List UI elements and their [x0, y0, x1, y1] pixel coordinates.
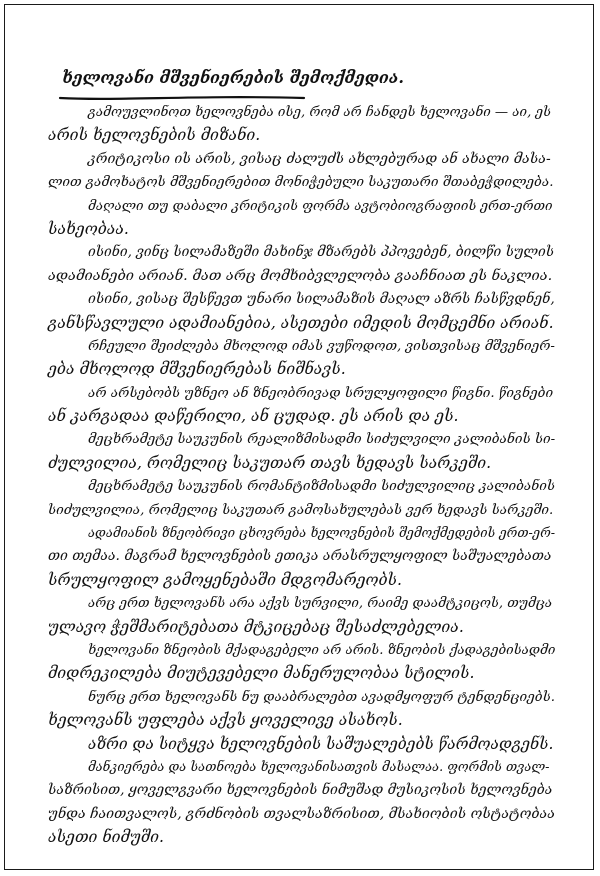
text-line: არ არსებობს უზნეო ან ზნეობრივად სრულყოფილი წიგნი. წიგნები — [88, 385, 554, 401]
text-line: არის ხელოვნების მიზანი. — [48, 126, 261, 145]
text-line: მეცხრამეტე საუკუნის რეალიზმისადმი სიძულვილი კალიბანის სი- — [88, 432, 556, 448]
text-line: ხელოვანი ზნეობის მქადაგებელი არ არის. ზნეობის ქადაგებისადმი — [88, 642, 556, 658]
text-line: ძულვილია, რომელიც საკუთარ თავს ხედავს სარკეში. — [48, 453, 492, 472]
text-line: უნდა ჩაითვალოს, გრძნობის თვალსაზრისით, მსახიობის ოსტატობაა — [48, 805, 555, 822]
text-line: არც ერთ ხელოვანს არა აქვს სურვილი, რაიმე დაამტკიცოს, თუმცა — [88, 596, 553, 612]
text-line: ადამიანები არიან. მათ არც მომხიბვლელობა გააჩნიათ ეს ნაკლია. — [48, 267, 553, 284]
text-line: ან კარგადაა დაწერილი, ან ცუდად. ეს არის და ეს. — [48, 407, 459, 426]
text-line: ხელოვანს უფლება აქვს ყოველივე ასახოს. — [48, 711, 403, 730]
document-body — [48, 101, 556, 850]
text-line: აზრი და სიტყვა ხელოვნების საშუალებებს წარმოადგენს. — [88, 734, 554, 753]
text-line: მეცხრამეტე საუკუნის რომანტიზმისადმი სიძულვილიც კალიბანის — [88, 479, 556, 495]
text-line: სახეობაა. — [48, 219, 129, 238]
text-line: საზრისით, ყოველგვარი ხელოვნების ნიმუშად მუსიკოსის ხელოვნება — [48, 782, 553, 799]
document-title: ხელოვანი მშვენიერების შემოქმედია. — [62, 68, 404, 87]
text-line: კრიტიკოსი ის არის, ვისაც ძალუძს ახლებურად ან ახალი მასა- — [88, 150, 551, 167]
text-line: ნურც ერთ ხელოვანს ნუ დააბრალებთ ავადმყოფურ ტენდენციებს. — [88, 689, 555, 705]
text-line: მაღალი თუ დაბალი კრიტიკის ფორმა ავტობიოგრაფიის ერთ-ერთი — [88, 198, 553, 214]
text-line: ისინი, ვისაც შესწევთ უნარი სილამაზის მაღალ აზრს ჩასწვდნენ, — [88, 291, 555, 308]
text-line: ადამიანის ზნეობრივი ცხოვრება ხელოვნების შემოქმედების ერთ-ერ- — [88, 526, 556, 542]
text-line: თი თემაა. მაგრამ ხელოვნების ეთიკა არასრულყოფილ საშუალებათა — [48, 548, 552, 565]
text-line: რჩეული შეიძლება მხოლოდ იმას ვუწოდოთ, ვისთვისაც მშვენიერ- — [88, 338, 555, 354]
text-line: ლით გამოხატოს მშვენიერებით მონიჭებული საკუთარი შთაბეჭდილება. — [48, 175, 554, 191]
text-line: ულავო ჭეშმარიტებათა მტკიცებაც შესაძლებელია. — [48, 617, 464, 636]
text-line: მიდრეკილება მიუტევებელი მანერულობაა სტილის. — [48, 664, 475, 683]
text-line: სიძულვილია, რომელიც საკუთარ გამოსახულებას ვერ ხედავს სარკეში. — [48, 502, 554, 518]
text-line: სრულყოფილ გამოყენებაში მდგომარეობს. — [48, 570, 402, 589]
text-line: ისინი, ვინც სილამაზეში მახინჯ მზარებს პპოვებენ, ბილწი სულის — [88, 244, 555, 261]
text-line: გამოუვლინოთ ხელოვნება ისე, რომ არ ჩანდეს ხელოვანი — აი, ეს — [88, 105, 551, 120]
text-line: განსწავლული ადამიანებია, ასეთები იმედის მომცემნი არიან. — [48, 313, 554, 332]
text-line: მანკიერება და სათნოება ხელოვანისათვის მასალაა. ფორმის თვალ- — [88, 759, 550, 775]
text-line: ასეთი ნიმუში. — [48, 828, 165, 847]
text-line: ება მხოლოდ მშვენიერებას ნიშნავს. — [48, 360, 346, 379]
